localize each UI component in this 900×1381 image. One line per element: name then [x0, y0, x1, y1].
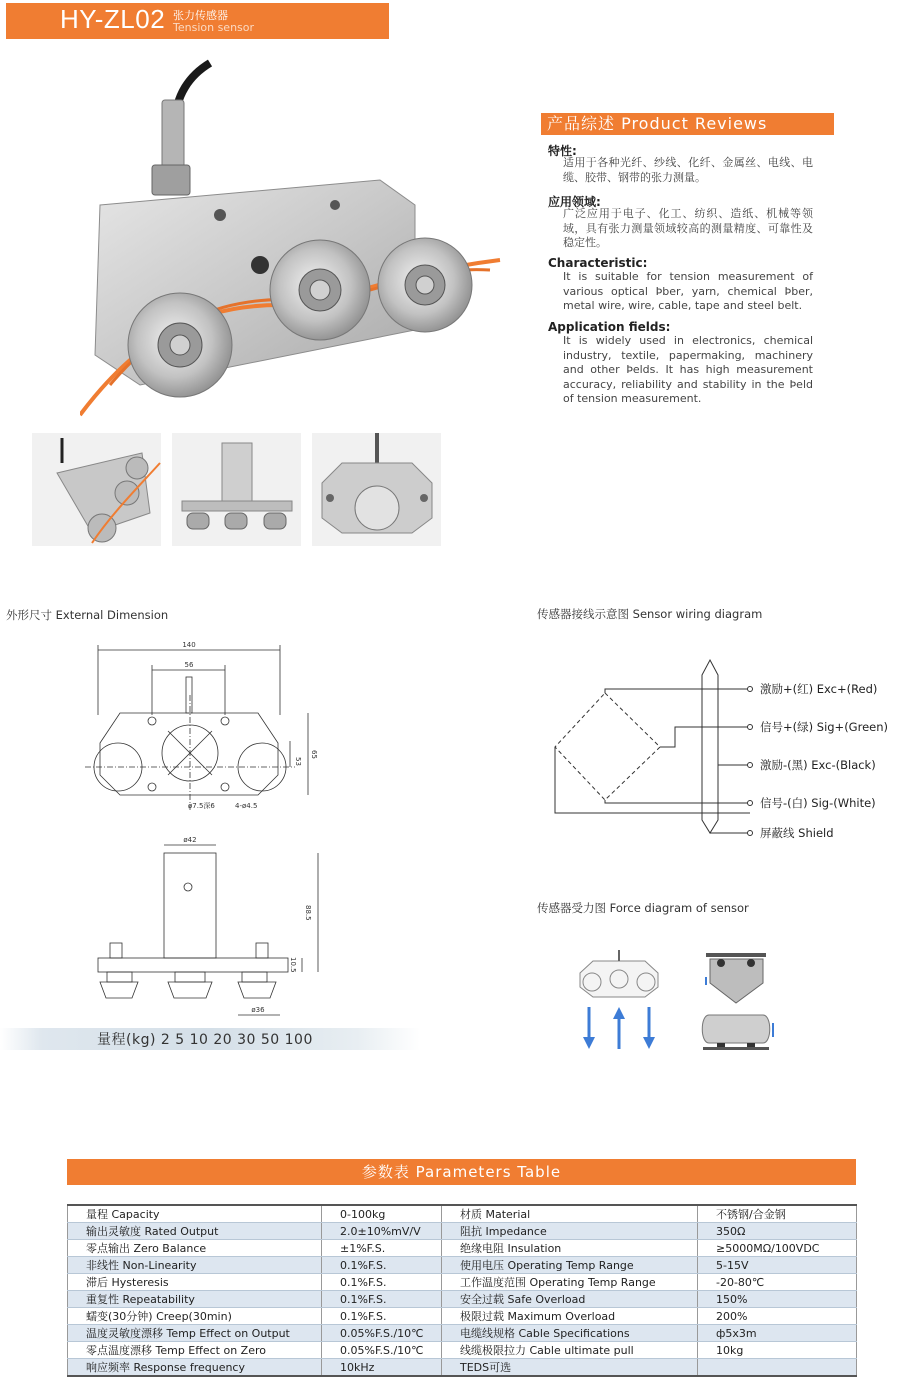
param-value: 10kg — [698, 1342, 857, 1359]
wiring-caption: 传感器接线示意图 Sensor wiring diagram — [537, 607, 763, 621]
param-value: 150% — [698, 1291, 857, 1308]
table-row — [68, 1205, 857, 1223]
param-label: 滞后 Hysteresis — [68, 1274, 322, 1291]
feature-text: 适用于各种光纤、纱线、化纤、金属丝、电线、电缆、胶带、钢带的张力测量。 — [563, 156, 813, 184]
dimension-drawing — [80, 635, 320, 1030]
param-value: ≥5000MΩ/100VDC — [698, 1240, 857, 1257]
param-label: 材质 Material — [442, 1205, 698, 1223]
param-label: 零点输出 Zero Balance — [68, 1240, 322, 1257]
table-row — [68, 1325, 857, 1342]
param-label: 重复性 Repeatability — [68, 1291, 322, 1308]
dim-140: 140 — [182, 641, 196, 649]
product-photo — [80, 55, 520, 425]
thumbnail-back-view — [312, 433, 441, 546]
dim-hole-depth: ø7.5深6 — [188, 802, 215, 810]
param-value: 0.1%F.S. — [322, 1274, 442, 1291]
product-name-cn: 张力传感器 — [173, 9, 228, 22]
wire-shield: 屏蔽线 Shield — [760, 826, 834, 840]
param-value: ±1%F.S. — [322, 1240, 442, 1257]
application-text-en: It is widely used in electronics, chemical industry, textile, papermaking, machinery and other Þelds. It has high measurement accuracy, reliability and stability in the Þeld of tension measurement. — [563, 334, 813, 405]
param-value: 2.0±10%mV/V — [322, 1223, 442, 1240]
param-value: 200% — [698, 1308, 857, 1325]
param-label: 温度灵敏度漂移 Temp Effect on Output — [68, 1325, 322, 1342]
param-value: 0.05%F.S./10℃ — [322, 1342, 442, 1359]
application-text-cn: 广泛应用于电子、化工、纺织、造纸、机械等领域，具有张力测量领域较高的测量精度、可靠性及稳定性。 — [563, 207, 813, 249]
param-label: 使用电压 Operating Temp Range — [442, 1257, 698, 1274]
characteristic-text: It is suitable for tension measurement of various optical Þber, yarn, chemical Þber, metal wire, wire, cable, tape and steel belt. — [563, 270, 813, 312]
param-value: 0.1%F.S. — [322, 1308, 442, 1325]
param-label: 量程 Capacity — [68, 1205, 322, 1223]
model-title: HY-ZL02 — [60, 4, 166, 34]
param-value: -20-80℃ — [698, 1274, 857, 1291]
table-row — [68, 1274, 857, 1291]
param-value: 5-15V — [698, 1257, 857, 1274]
wire-sig-pos: 信号+(绿) Sig+(Green) — [760, 720, 888, 734]
param-label: 绝缘电阻 Insulation — [442, 1240, 698, 1257]
param-label: 阻抗 Impedance — [442, 1223, 698, 1240]
application-heading-en: Application fields: — [548, 320, 671, 334]
param-label: 非线性 Non-Linearity — [68, 1257, 322, 1274]
thumbnail-side-view — [32, 433, 161, 546]
param-value: 0.1%F.S. — [322, 1291, 442, 1308]
table-row — [68, 1359, 857, 1377]
param-value: 0.1%F.S. — [322, 1257, 442, 1274]
param-label: 工作温度范围 Operating Temp Range — [442, 1274, 698, 1291]
force-caption: 传感器受力图 Force diagram of sensor — [537, 901, 749, 915]
param-value: 0.05%F.S./10℃ — [322, 1325, 442, 1342]
table-row — [68, 1240, 857, 1257]
dim-hole-4x: 4-ø4.5 — [235, 802, 258, 810]
param-label: 安全过载 Safe Overload — [442, 1291, 698, 1308]
table-row — [68, 1257, 857, 1274]
param-value: 0-100kg — [322, 1205, 442, 1223]
table-row — [68, 1223, 857, 1240]
param-value: 350Ω — [698, 1223, 857, 1240]
table-row — [68, 1342, 857, 1359]
dim-65: 65 — [310, 750, 318, 759]
feature-heading: 特性: — [548, 144, 577, 158]
reviews-title: 产品综述 Product Reviews — [547, 114, 768, 133]
param-label: 输出灵敏度 Rated Output — [68, 1223, 322, 1240]
table-row — [68, 1291, 857, 1308]
thumbnail-front-view — [172, 433, 301, 546]
parameters-table — [67, 1204, 857, 1377]
table-row — [68, 1308, 857, 1325]
params-title: 参数表 Parameters Table — [361, 1163, 562, 1181]
wire-sig-neg: 信号-(白) Sig-(White) — [760, 796, 876, 810]
dim-10: 10.5 — [289, 957, 297, 973]
param-label: 线缆极限拉力 Cable ultimate pull — [442, 1342, 698, 1359]
wire-exc-pos: 激励+(红) Exc+(Red) — [760, 682, 878, 696]
product-name-en: Tension sensor — [173, 21, 255, 34]
dimension-caption: 外形尺寸 External Dimension — [6, 608, 169, 622]
wiring-diagram — [550, 655, 895, 845]
dim-53: 53 — [294, 757, 302, 766]
param-value — [698, 1359, 857, 1377]
dim-36: ø36 — [251, 1006, 265, 1014]
param-label: 蠕变(30分钟) Creep(30min) — [68, 1308, 322, 1325]
param-value: 不锈钢/合金钢 — [698, 1205, 857, 1223]
dim-42: ø42 — [183, 836, 197, 844]
param-value: 10kHz — [322, 1359, 442, 1377]
dim-88: 88.5 — [304, 905, 312, 921]
characteristic-heading: Characteristic: — [548, 256, 648, 270]
force-diagram — [575, 945, 775, 1060]
param-label: 极限过载 Maximum Overload — [442, 1308, 698, 1325]
param-label: TEDS可选 — [442, 1359, 698, 1377]
param-label: 零点温度漂移 Temp Effect on Zero — [68, 1342, 322, 1359]
wire-exc-neg: 激励-(黑) Exc-(Black) — [760, 758, 876, 772]
dim-56: 56 — [184, 661, 194, 669]
range-text: 量程(kg) 2 5 10 20 30 50 100 — [97, 1032, 313, 1048]
param-value: ф5x3m — [698, 1325, 857, 1342]
param-label: 响应频率 Response frequency — [68, 1359, 322, 1377]
param-label: 电缆线规格 Cable Specifications — [442, 1325, 698, 1342]
application-heading-cn: 应用领域: — [548, 195, 601, 209]
